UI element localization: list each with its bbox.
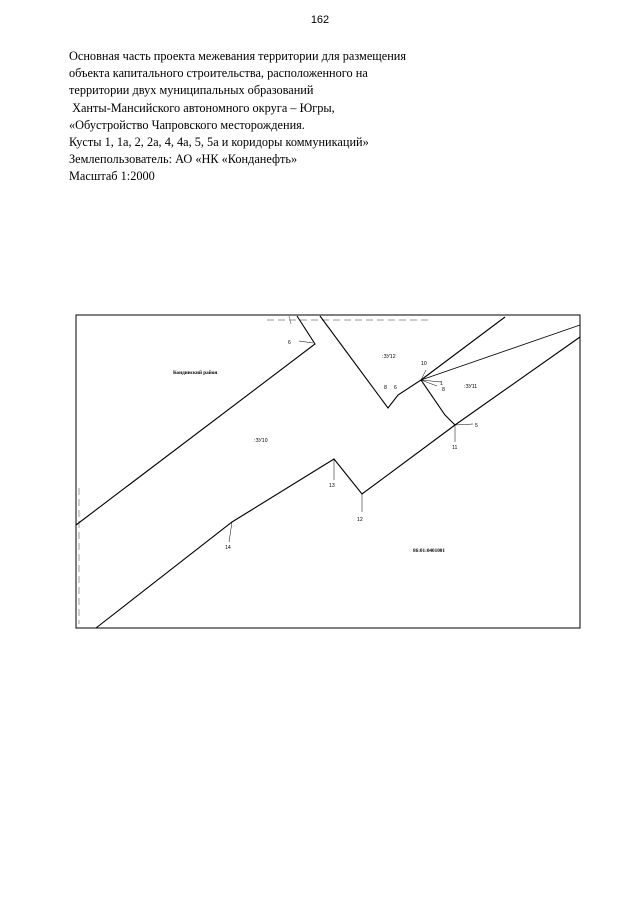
point-label-14: 14	[225, 545, 231, 551]
heading-line-5: «Обустройство Чапровского месторождения.	[69, 117, 305, 132]
point-label-13: 13	[329, 483, 335, 489]
survey-map	[75, 312, 581, 630]
heading-line-6: Кусты 1, 1а, 2, 2а, 4, 4а, 5, 5а и коридоры коммуникаций»	[69, 135, 369, 150]
parcel-zu11-label: :ЗУ11	[464, 384, 478, 390]
heading-line-3: территории двух муниципальных образований	[69, 83, 314, 98]
point-label-8-left: 8	[384, 385, 387, 391]
heading-line-1: Основная часть проекта межевания территории для размещения	[69, 49, 407, 63]
point-label-12: 12	[357, 517, 363, 523]
page-number: 162	[310, 14, 330, 26]
heading-line-4: Ханты-Мансийского автономного округа – Югры,	[69, 100, 335, 115]
point-label-6-top: 6	[288, 340, 291, 346]
point-label-8-right: 8	[442, 387, 445, 393]
point-label-1: 1	[440, 381, 443, 387]
parcel-zu11-outer-boundary	[421, 325, 580, 380]
document-heading	[69, 48, 489, 186]
point-label-5: 5	[475, 423, 478, 429]
map-frame	[76, 315, 580, 628]
heading-line-7: Землепользователь: АО «НК «Конданефть»	[69, 152, 298, 167]
district-label: Кондинский район	[173, 370, 218, 376]
point-label-6-mid: 6	[394, 385, 397, 391]
parcel-zu10-label: :ЗУ10	[254, 438, 268, 444]
parcel-zu11-boundary	[421, 380, 455, 425]
parcel-zu10-upper-boundary	[76, 316, 315, 525]
cadastral-label: 86:01:0401001	[413, 548, 445, 554]
leader-point-14	[229, 522, 232, 542]
parcel-zu12-label: :ЗУ12	[382, 354, 396, 360]
point-label-11: 11	[452, 445, 458, 451]
point-label-10: 10	[421, 361, 427, 367]
heading-line-8: Масштаб 1:2000	[69, 169, 155, 184]
parcel-zu10-lower-boundary	[96, 337, 580, 628]
leader-point-5	[455, 424, 473, 425]
parcel-zu12-boundary	[320, 316, 505, 408]
leader-point-6	[299, 341, 313, 343]
heading-line-2: объекта капитального строительства, расположенного на	[69, 66, 368, 81]
